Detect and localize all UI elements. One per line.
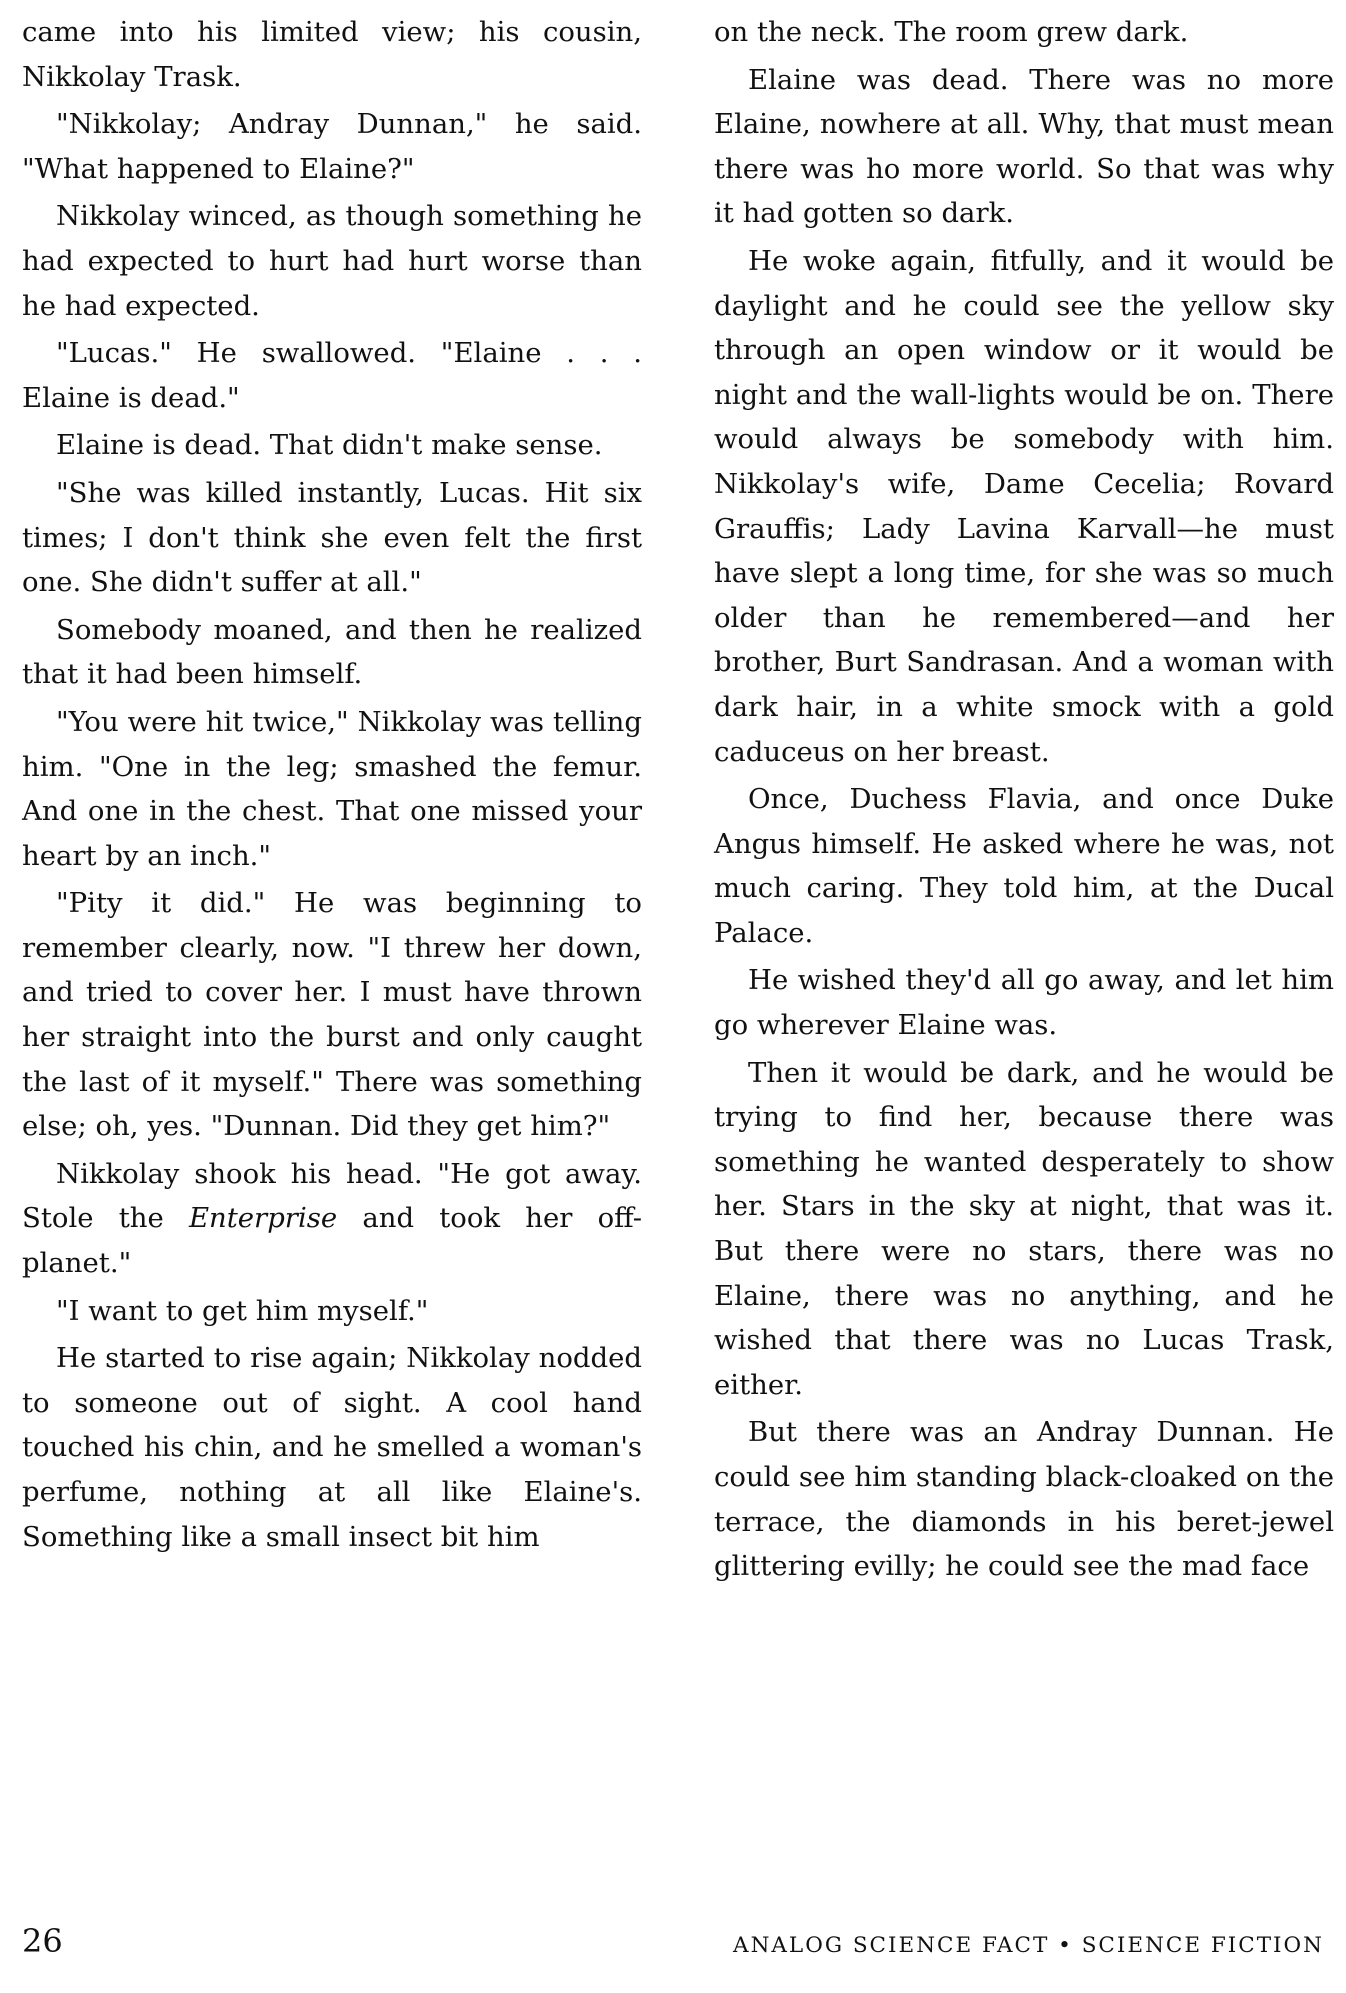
paragraph: Elaine was dead. There was no more Elaine, nowhere at all. Why, that must mean there was ho more world. So that was why it had gotten so dark. [714, 63, 1334, 230]
paragraph: "She was killed instantly, Lucas. Hit six times; I don't think she even felt the first one. She didn't suffer at all." [22, 476, 642, 599]
paragraph: "Nikkolay; Andray Dunnan," he said. "What happened to Elaine?" [22, 108, 642, 185]
paragraph-text: and took her off-planet." [22, 1202, 642, 1280]
page-number: 26 [22, 1922, 63, 1960]
paragraph: "You were hit twice," Nikkolay was telling him. "One in the leg; smashed the femur. And one in the chest. That one missed your heart by an inch." [22, 705, 642, 872]
text-columns [22, 10, 1334, 1592]
paragraph: He started to rise again; Nikkolay nodded to someone out of sight. A cool hand touched his chin, and he smelled a woman's perfume, nothing at all like Elaine's. Something like a small insect bit him [22, 1342, 642, 1553]
running-head: ANALOG SCIENCE FACT • SCIENCE FICTION [733, 1933, 1324, 1958]
right-column [714, 10, 1334, 1592]
magazine-page [22, 10, 1334, 1970]
paragraph: Then it would be dark, and he would be trying to find her, because there was something he wanted desperately to show her. Stars in the sky at night, that was it. But there were no stars, there was no Elaine, there was no anything, and he wished that there was no Lucas Trask, either. [714, 1056, 1334, 1401]
paragraph: came into his limited view; his cousin, Nikkolay Trask. [22, 16, 642, 93]
page-footer [22, 1922, 1334, 1970]
paragraph: He woke again, fitfully, and it would be daylight and he could see the yellow sky through an open window or it would be night and the wall-lights would be on. There would always be somebody with him. Nikkolay's wife, Dame Cecelia; Rovard Grauffis; Lady Lavina Karvall—he must have slept a long time, for she was so much older than he remembered—and her brother, Burt Sandrasan. And a woman with dark hair, in a white smock with a gold caduceus on her breast. [714, 244, 1334, 768]
paragraph [22, 1152, 642, 1286]
paragraph: Somebody moaned, and then he realized that it had been himself. [22, 613, 642, 691]
left-column [22, 10, 642, 1592]
paragraph: Nikkolay winced, as though something he had expected to hurt had hurt worse than he had expected. [22, 200, 642, 322]
paragraph-text: Nikkolay shook his head. "He got away. Stole the [22, 1157, 642, 1235]
paragraph: "I want to get him myself." [56, 1294, 429, 1327]
paragraph: Elaine is dead. That didn't make sense. [56, 429, 603, 462]
paragraph: "Lucas." He swallowed. "Elaine . . . Elaine is dead." [22, 337, 642, 414]
paragraph: "Pity it did." He was beginning to remember clearly, now. "I threw her down, and tried to cover her. I must have thrown her straight into the burst and only caught the last of it myself." There was something else; oh, yes. "Dunnan. Did they get him?" [22, 887, 642, 1143]
paragraph: on the neck. The room grew dark. [714, 16, 1189, 48]
ship-name: Enterprise [188, 1202, 338, 1235]
paragraph: Once, Duchess Flavia, and once Duke Angus himself. He asked where he was, not much caring. They told him, at the Ducal Palace. [714, 783, 1334, 949]
paragraph: But there was an Andray Dunnan. He could see him standing black-cloaked on the terrace, the diamonds in his beret-jewel glittering evilly; he could see the mad face [714, 1416, 1334, 1583]
paragraph: He wished they'd all go away, and let him go wherever Elaine was. [714, 964, 1334, 1042]
